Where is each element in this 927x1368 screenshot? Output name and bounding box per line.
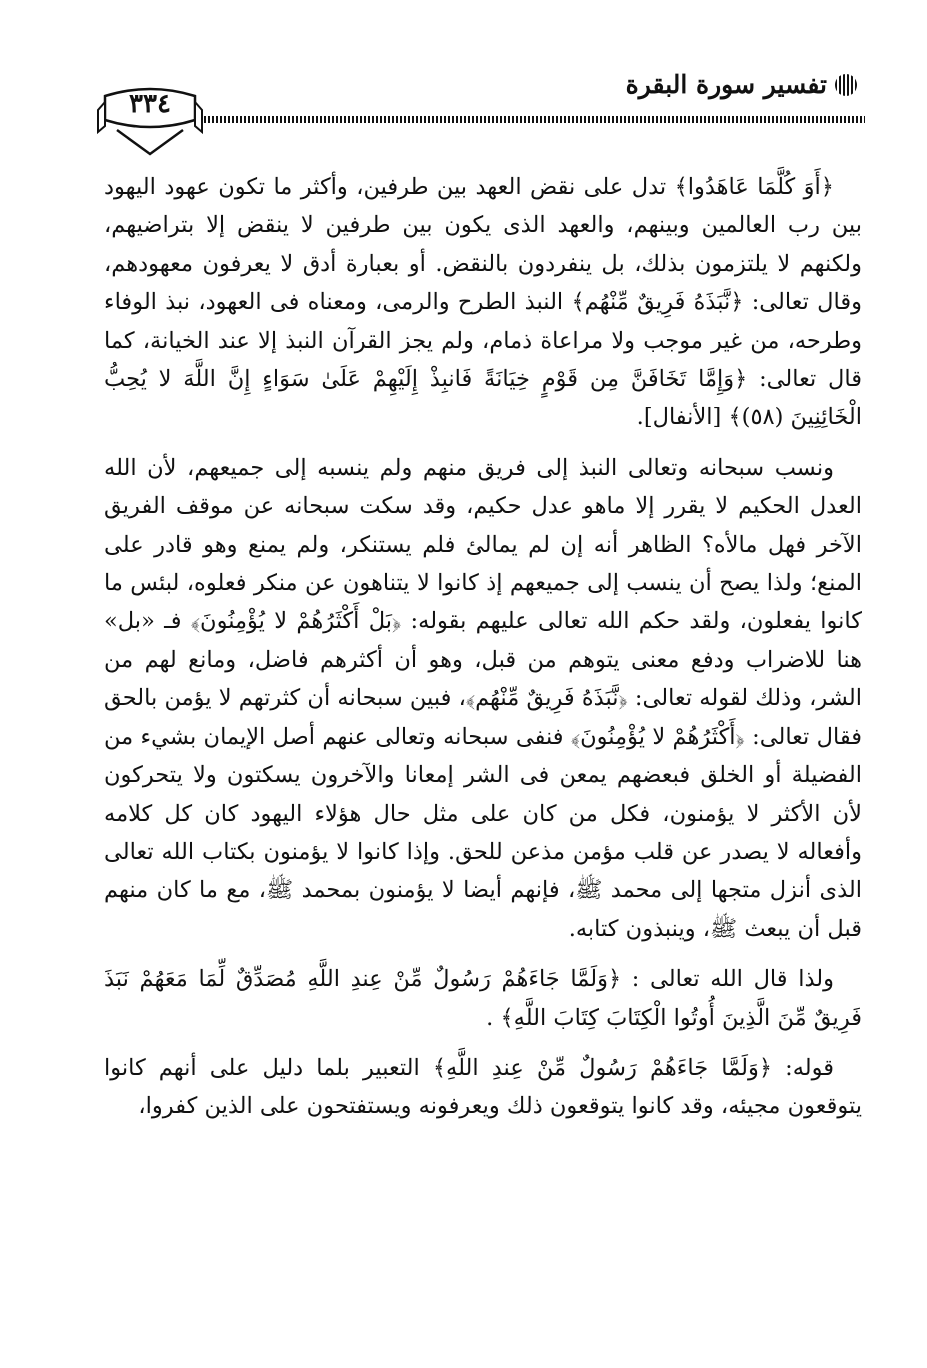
ornament-icon [835,74,857,96]
paragraph-2: ونسب سبحانه وتعالى النبذ إلى فريق منهم ولم ينسبه إلى جميعهم، لأن الله العدل الحكيم لا يقرر إلا ماهو عدل حكيم، وقد سكت سبحانه عن موقف الفريق الآخر فهل مالأه؟ الظاهر أنه إن لم يمالئ فلم يستنكر، ولم يمنع وهو قادر على المنع؛ ولذا يصح أن ينسب إلى جميعهم إذ كانوا لا يتناهون عن منكر فعلوه، لبئس ما كانوا يفعلون، ولقد حكم الله تعالى عليهم بقوله: ﴿بَلْ أَكْثَرُهُمْ لا يُؤْمِنُونَ﴾ فـ «بل» هنا للاضراب ودفع معنى يتوهم من قبل، وهو أن أكثرهم فاضل، ومانع لهم من الشر، وذلك لقوله تعالى: ﴿نَّبَذَهُ فَرِيقٌ مِّنْهُم﴾، فبين سبحانه أن كثرتهم لا يؤمن بالحق فقال تعالى: ﴿أَكْثَرُهُمْ لا يُؤْمِنُونَ﴾ فنفى سبحانه وتعالى عنهم أصل الإيمان بشيء من الفضيلة أو الخلق فبعضهم يمعن فى الشر إمعانا والآخرون يسكتون ولا يتحركون لأن الأكثر لا يؤمنون، فكل من كان على مثل حال هؤلاء اليهود كان كل كلامه وأفعاله لا يصدر عن قلب مؤمن مذعن للحق. وإذا كانوا لا يؤمنون بكتاب الله تعالى الذى أنزل متجها إلى محمد ﷺ، فإنهم أيضا لا يؤمنون بمحمد ﷺ، مع ما كان منهم قبل أن يبعث ﷺ، وينبذون كتابه. [104,454,862,942]
page-number: ٣٣٤ [129,89,171,119]
paragraph-3: ولذا قال الله تعالى : ﴿وَلَمَّا جَاءَهُمْ رَسُولٌ مِّنْ عِندِ اللَّهِ مُصَدِّقٌ لِّمَا مَعَهُمْ نَبَذَ فَرِيقٌ مِّنَ الَّذِينَ أُوتُوا الْكِتَابَ كِتَابَ اللَّهِ﴾ . [104,966,862,1031]
running-title [626,70,857,99]
paragraph-1: ﴿أَوَ كُلَّمَا عَاهَدُوا﴾ تدل على نقض العهد بين طرفين، وأكثر ما تكون عهود اليهود بين رب العالمين وبينهم، والعهد الذى يكون بين طرفين لا ينقض إلا بتراضيهم، ولكنهم لا يلتزمون بذلك، بل ينفردون بالنقض. أو بعبارة أدق لا يعرفون معهودهم، وقال تعالى: ﴿نَّبَذَهُ فَرِيقٌ مِّنْهُم﴾ النبذ الطرح والرمى، ومعناه فى العهود، نبذ الوفاء وطرحه، من غير موجب ولا مراعاة ذمام، ولم يجز القرآن النبذ إلا عند الخيانة، كما قال تعالى: ﴿وَإِمَّا تَخَافَنَّ مِن قَوْمٍ خِيَانَةً فَانبِذْ إِلَيْهِمْ عَلَىٰ سَوَاءٍ إِنَّ اللَّهَ لا يُحِبُّ الْخَائِنِينَ (٥٨)﴾ [الأنفال]. [104,174,862,431]
running-title-text: تفسير سورة البقرة [625,70,827,99]
page-header [95,60,865,155]
header-rule [200,116,865,123]
text-body [104,168,862,1126]
paragraph-4: قوله: ﴿وَلَمَّا جَاءَهُمْ رَسُولٌ مِّنْ عِندِ اللَّهِ﴾ التعبير بلما دليل على أنهم كانوا يتوقعون مجيئه، وقد كانوا يتوقعون ذلك ويعرفونه ويستفتحون على الذين كفروا، [104,1054,862,1120]
